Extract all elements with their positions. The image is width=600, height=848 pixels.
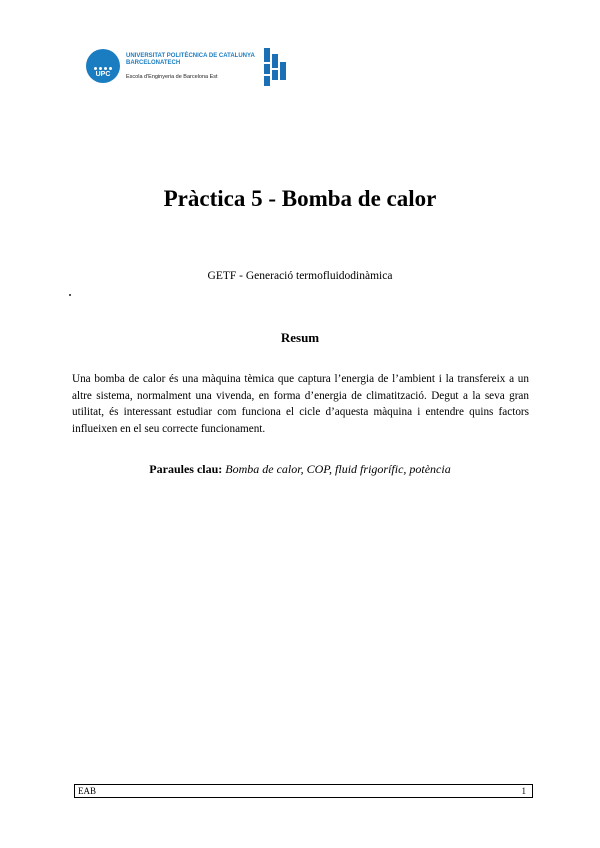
stray-mark: [69, 294, 71, 296]
logo-seal-text: UPC: [95, 71, 111, 78]
subject-line: GETF - Generació termofluidodinàmica: [207, 270, 393, 282]
keywords-line: [0, 462, 600, 477]
keywords-values: Bomba de calor, COP, fluid frigorífic, potència: [225, 462, 451, 476]
abstract-heading: Resum: [280, 330, 320, 345]
university-line-2: BARCELONATECH: [126, 60, 181, 66]
document-title: Pràctica 5 - Bomba de calor: [163, 186, 437, 211]
abstract-paragraph: Una bomba de calor és una màquina tèmica que captura l’energia de l’ambient i la transfereix a un altre sistema, normalment una vivenda, en forma d’energia de climatització. Degut a la seva gran utilitat, és interessant estudiar com funciona el cicle d’aquesta màquina i entendre quins factors influeixen en el seu correcte funcionament.: [72, 373, 529, 435]
keywords-label: Paraules clau:: [149, 462, 223, 476]
footer-initials: EAB: [78, 786, 96, 796]
page-number: 1: [521, 786, 526, 796]
university-line-1: UNIVERSITAT POLITÈCNICA DE CATALUNYA: [126, 53, 255, 59]
upc-logo: [86, 46, 286, 90]
university-name: [126, 53, 255, 67]
upc-seal-icon: [86, 49, 120, 83]
school-emblem-icon: [264, 48, 286, 88]
school-name: Escola d'Enginyeria de Barcelona Est: [126, 74, 218, 80]
page-footer: [74, 784, 533, 798]
